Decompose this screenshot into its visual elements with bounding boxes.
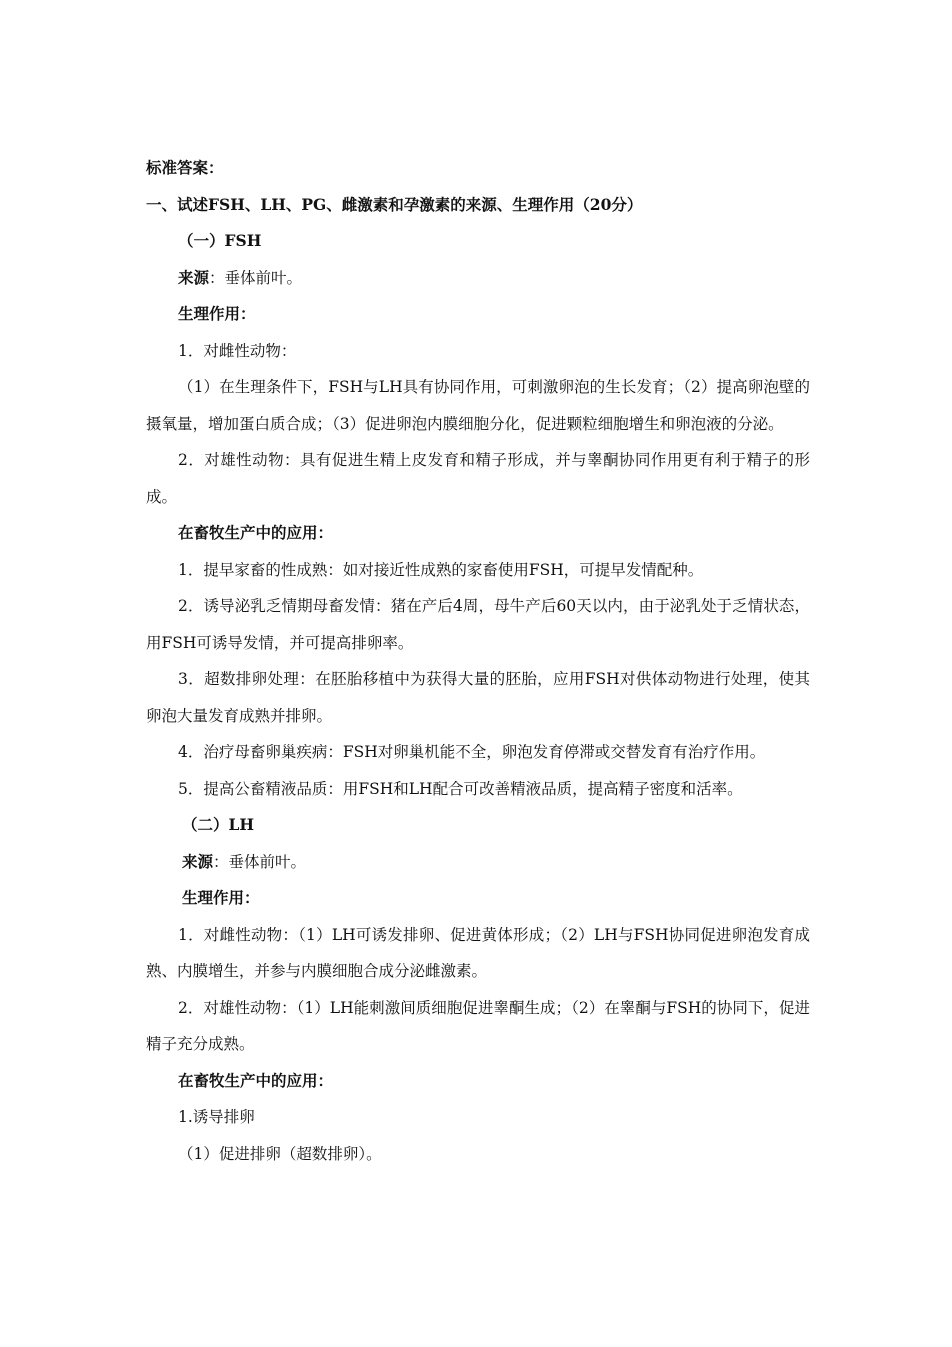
document-body bbox=[146, 150, 810, 1172]
fsh-male-text: 2．对雄性动物：具有促进生精上皮发育和精子形成，并与睾酮协同作用更有利于精子的形成。 bbox=[146, 451, 810, 506]
fsh-source bbox=[146, 260, 810, 297]
fsh-app-item-1: 1．提早家畜的性成熟：如对接近性成熟的家畜使用FSH，可提早发情配种。 bbox=[178, 560, 704, 579]
fsh-app-item-3: 3．超数排卵处理：在胚胎移植中为获得大量的胚胎，应用FSH对供体动物进行处理，使其卵泡大量发育成熟并排卵。 bbox=[146, 670, 810, 725]
lh-heading: （二）LH bbox=[182, 815, 255, 834]
fsh-app-item-2: 2．诱导泌乳乏情期母畜发情：猪在产后4周，母牛产后60天以内，由于泌乳处于乏情状态，用FSH可诱导发情，并可提高排卵率。 bbox=[146, 597, 810, 652]
lh-app-item-1-sub: （1）促进排卵（超数排卵）。 bbox=[178, 1144, 382, 1163]
question-1-heading: 一、试述FSH、LH、PG、雌激素和孕激素的来源、生理作用（20分） bbox=[146, 194, 643, 214]
fsh-female-label: 1．对雌性动物： bbox=[178, 341, 297, 360]
fsh-app-item-4: 4．治疗母畜卵巢疾病：FSH对卵巢机能不全，卵泡发育停滞或交替发育有治疗作用。 bbox=[178, 743, 766, 761]
fsh-app-item-5: 5．提高公畜精液品质：用FSH和LH配合可改善精液品质，提高精子密度和活率。 bbox=[178, 779, 743, 798]
lh-female-text: 1．对雌性动物：（1）LH可诱发排卵、促进黄体形成；（2）LH与FSH协同促进卵泡发育成熟、内膜增生，并参与内膜细胞合成分泌雌激素。 bbox=[146, 925, 810, 980]
answer-title: 标准答案： bbox=[146, 158, 224, 177]
lh-app-label: 在畜牧生产中的应用： bbox=[178, 1070, 334, 1090]
lh-source-text: ：垂体前叶。 bbox=[213, 852, 307, 871]
fsh-source-text: ：垂体前叶。 bbox=[209, 268, 303, 287]
lh-male-text: 2．对雄性动物：（1）LH能刺激间质细胞促进睾酮生成；（2）在睾酮与FSH的协同下，促进精子充分成熟。 bbox=[146, 998, 810, 1053]
fsh-female-text: （1）在生理条件下，FSH与LH具有协同作用，可刺激卵泡的生长发育；（2）提高卵泡壁的摄氧量，增加蛋白质合成；（3）促进卵泡内膜细胞分化，促进颗粒细胞增生和卵泡液的分泌。 bbox=[146, 378, 810, 433]
lh-app-item-1: 1.诱导排卵 bbox=[178, 1108, 255, 1126]
lh-source bbox=[146, 844, 810, 881]
lh-physio-label: 生理作用： bbox=[182, 888, 260, 907]
fsh-app-label: 在畜牧生产中的应用： bbox=[178, 523, 334, 542]
fsh-physio-label: 生理作用： bbox=[178, 304, 256, 323]
fsh-heading: （一）FSH bbox=[178, 231, 262, 250]
lh-source-label: 来源 bbox=[182, 851, 214, 871]
fsh-source-label: 来源 bbox=[178, 267, 210, 287]
